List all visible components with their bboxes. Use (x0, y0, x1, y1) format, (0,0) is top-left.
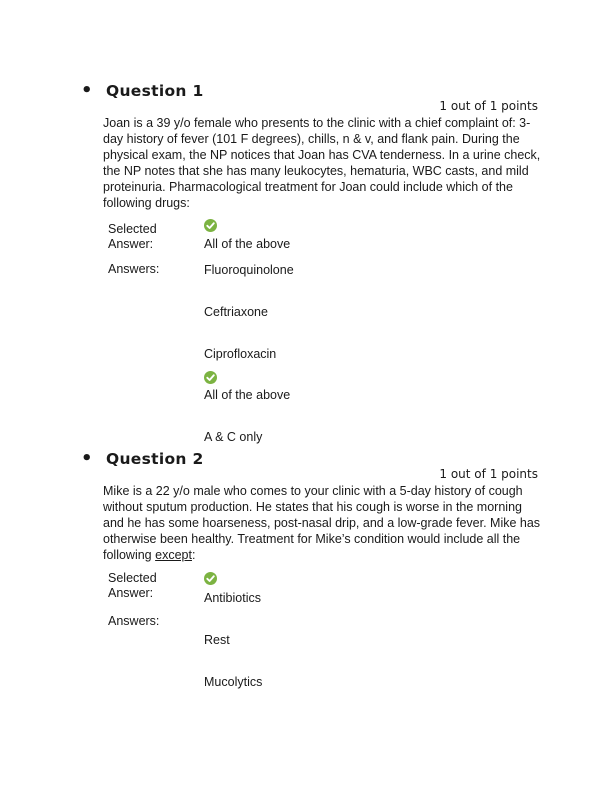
answer-option: Fluoroquinolone (204, 263, 294, 277)
selected-answer-label: Selected Answer: (108, 571, 157, 600)
question-text: Mike is a 22 y/o male who comes to your clinic with a 5-day history of cough without sputum production. He states that his cough is worse in the morning and he has some hoarseness, post-nasal drip, and a low-grade fever. Mike has otherwise been healthy. Treatment for Mike’s condition would include all the following except: (103, 484, 541, 562)
answer-option: Ciprofloxacin (204, 347, 277, 361)
check-circle-icon (204, 572, 217, 585)
answer-option: Mucolytics (204, 675, 263, 689)
answer-option: Rest (204, 633, 230, 647)
bullet-icon: • (81, 448, 93, 469)
question-score: 1 out of 1 points (439, 467, 538, 481)
question-text: Joan is a 39 y/o female who presents to the clinic with a chief complaint of: 3-day history of fever (101 F degrees), chills, n & v, and flank pain. During the physical exam, the NP notices that Joan has CVA tenderness. In a urine check, the NP notes that she has many leukocytes, hematuria, WBC casts, and mild proteinuria. Pharmacological treatment for Joan could include which of the following drugs: (103, 116, 541, 210)
selected-answer-value: Antibiotics (204, 591, 261, 605)
answer-option-correct: All of the above (204, 388, 291, 402)
check-circle-icon (204, 371, 217, 384)
selected-answer-value: All of the above (204, 237, 291, 251)
answer-option: A & C only (204, 430, 263, 444)
question-title: Question 2 (106, 450, 204, 468)
answer-option: Ceftriaxone (204, 305, 268, 319)
selected-answer-label: Selected Answer: (108, 222, 157, 251)
bullet-icon: • (81, 80, 93, 101)
question-title: Question 1 (106, 82, 204, 100)
check-circle-icon (204, 219, 217, 232)
question-score: 1 out of 1 points (439, 99, 538, 113)
emphasis-except: except (155, 548, 192, 562)
answers-label: Answers: (108, 262, 160, 276)
answers-label: Answers: (108, 614, 160, 628)
